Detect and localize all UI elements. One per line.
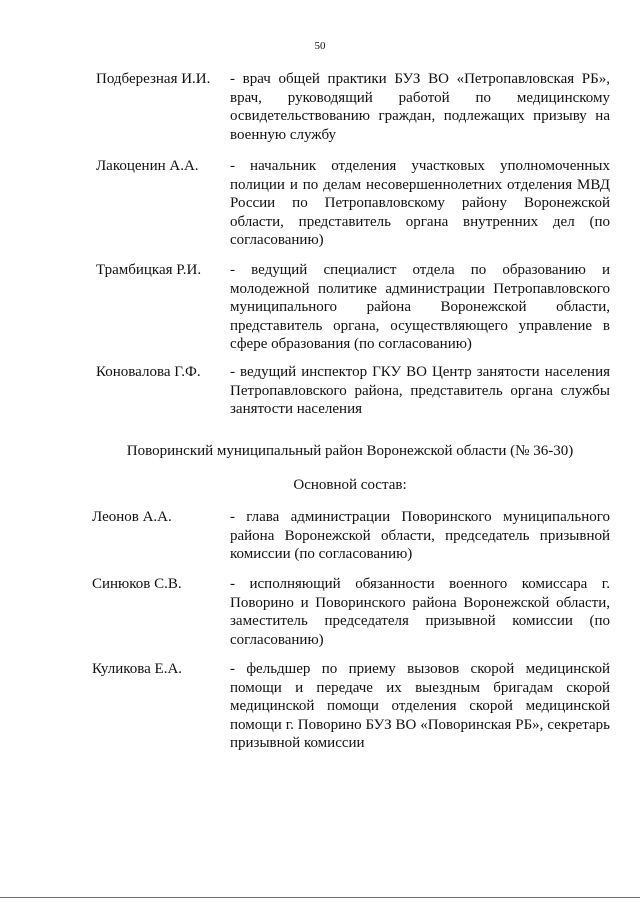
member-description: - исполняющий обязанности военного комиссара г. Поворино и Поворинского района Воронежской области, заместитель председателя призывной комиссии (по согласованию) xyxy=(230,576,610,648)
member-name: Куликова Е.А. xyxy=(92,661,183,677)
member-name: Леонов А.А. xyxy=(92,509,172,525)
member-description: - ведущий специалист отдела по образованию и молодежной политике администрации Петропавловского муниципального района Воронежской области, представитель органа, осуществляющего управление в сфере образования (по согласованию) xyxy=(230,262,610,352)
member-description: - врач общей практики БУЗ ВО «Петропавловская РБ», врач, руководящий работой по медицинскому освидетельствованию граждан, подлежащих призыву на военную службу xyxy=(230,71,610,143)
member-name: Трамбицкая Р.И. xyxy=(96,262,202,278)
member-name: Подберезная И.И. xyxy=(96,71,211,87)
section-heading: Поворинский муниципальный район Воронежской области (№ 36-30) xyxy=(126,443,574,459)
member-name: Коновалова Г.Ф. xyxy=(96,364,201,380)
page-number: 50 xyxy=(314,40,326,52)
page-bottom-edge xyxy=(0,897,640,898)
member-name: Синюков С.В. xyxy=(92,576,182,592)
member-description: - ведущий инспектор ГКУ ВО Центр занятости населения Петропавловского района, представитель органа службы занятости населения xyxy=(230,364,610,417)
member-description: - фельдшер по приему вызовов скорой медицинской помощи и передаче их выездным бригадам скорой медицинской помощи отделения скорой медицинской помощи г. Поворино БУЗ ВО «Поворинская РБ», секретарь призывной комиссии xyxy=(230,661,610,751)
member-description: - начальник отделения участковых уполномоченных полиции и по делам несовершеннолетних отделения МВД России по Петропавловскому району Воронежской области, представитель органа внутренних дел (по согласованию) xyxy=(230,158,610,248)
member-description: - глава администрации Поворинского муниципального района Воронежской области, председатель призывной комиссии (по согласованию) xyxy=(230,509,610,562)
subsection-heading: Основной состав: xyxy=(293,477,407,493)
member-name: Лакоценин А.А. xyxy=(96,158,199,174)
